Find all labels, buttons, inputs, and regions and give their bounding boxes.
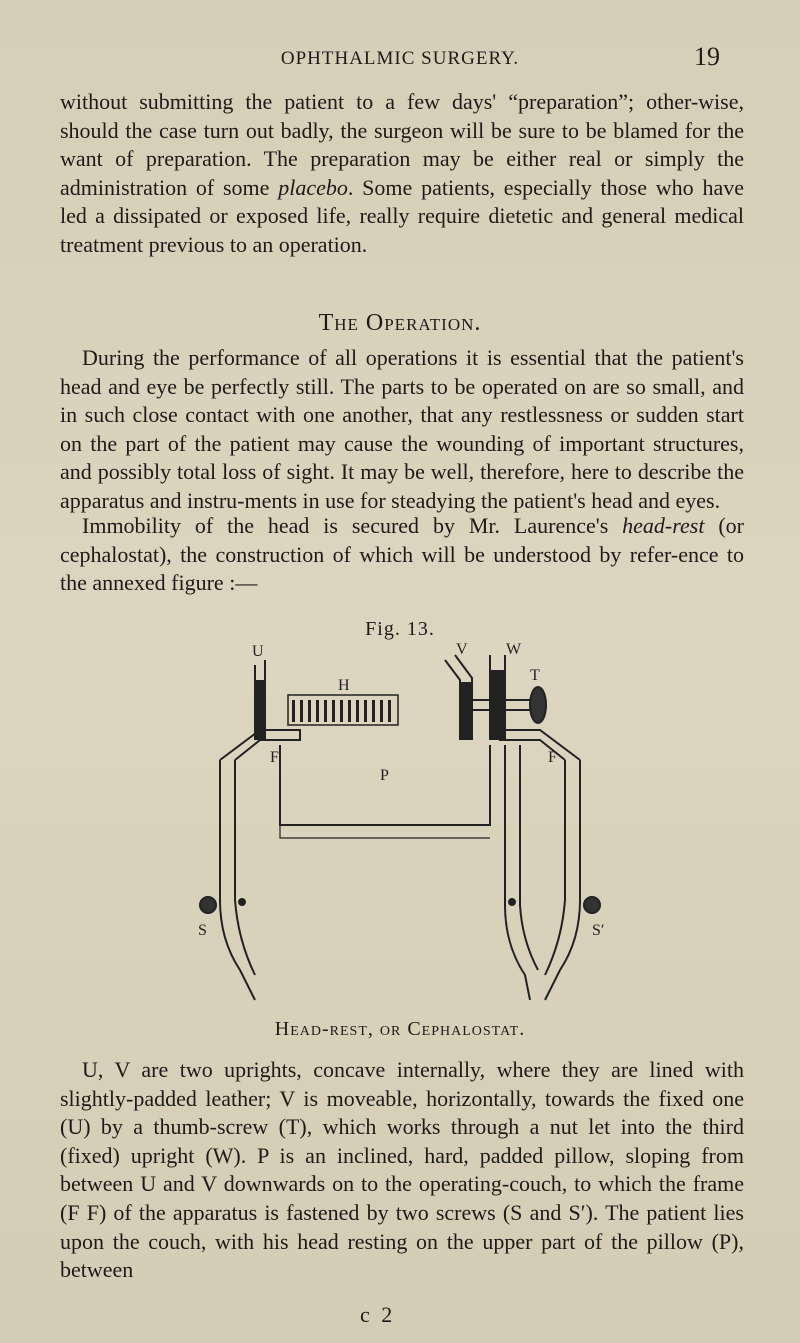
- frame-right-arm: [500, 730, 580, 760]
- label-t: T: [530, 667, 540, 684]
- frame-right-leg-inner: [545, 760, 565, 975]
- paragraph-text: without submitting the patient to a few days' “preparation”; other-wise, should the case turn out badly, the surgeon will be sure to be blamed for the want of preparation. The preparation may be either real or simply the administration of some: [60, 89, 744, 200]
- thumb-screw-t: [530, 687, 546, 723]
- upright-v-stem-inner: [520, 745, 538, 970]
- figure-caption: Head-rest, or Cephalostat.: [274, 1018, 526, 1040]
- cephalostat-illustration: [160, 640, 640, 1020]
- label-s-prime: S′: [592, 922, 605, 939]
- label-w: W: [506, 641, 522, 658]
- paragraph-immobility: [60, 512, 744, 598]
- paragraph-text: During the performance of all operations it is essential that the patient's head and eye be perfectly still. The parts to be operated on are so small, and in such close contact with one another, that any restlessness or sudden start on the part of the patient may cause the wounding of important structures, and possibly total loss of sight. It may be well, therefore, here to describe the apparatus and instru-ments in use for steadying the patient's head and eyes.: [60, 345, 744, 513]
- leather-pad-stripes: [292, 700, 391, 722]
- page-header: [0, 42, 800, 88]
- label-u: U: [252, 643, 264, 660]
- label-v: V: [456, 641, 468, 658]
- figure-label: Fig. 13.: [365, 618, 435, 640]
- paragraph-text: Immobility of the head is secured by Mr. Laurence's: [82, 513, 623, 538]
- upright-u-padding: [256, 680, 264, 740]
- rivet-right: [509, 899, 515, 905]
- rivet-left: [239, 899, 245, 905]
- signature-mark: c 2: [360, 1302, 396, 1327]
- paragraph-description: [60, 1056, 744, 1285]
- label-p: P: [380, 767, 389, 784]
- section-title: The Operation.: [318, 310, 482, 336]
- screw-s: [200, 897, 216, 913]
- paragraph-text: U, V are two uprights, concave internally, where they are lined with slightly-padded leather; V is moveable, horizontally, towards the fixed one (U) by a thumb-screw (T), which works through a nut let into the third (fixed) upright (W). P is an inclined, hard, padded pillow, sloping from between U and V downwards on to the operating-couch, to which the frame (F F) of the apparatus is fastened by two screws (S and S′). The patient lies upon the couch, with his head resting on the upper part of the pillow (P), between: [60, 1057, 744, 1283]
- upright-v-padding: [460, 682, 471, 740]
- upright-w-body: [491, 670, 504, 740]
- pillow-p-base: [280, 825, 490, 838]
- italic-term-placebo: placebo: [278, 174, 348, 200]
- screw-s-prime: [584, 897, 600, 913]
- cephalostat-drawing: [160, 640, 640, 1020]
- label-h: H: [338, 677, 350, 694]
- paragraph-text: (or cephalostat), the construction of which will be understood by refer-ence to the annexed figure :—: [60, 513, 744, 596]
- frame-left-leg-inner: [235, 760, 255, 975]
- page-number: 19: [694, 42, 720, 71]
- paragraph-preparation: [60, 88, 744, 260]
- upright-v-stem: [505, 745, 530, 1000]
- label-f-right: F: [548, 749, 557, 766]
- label-s: S: [198, 922, 207, 939]
- running-head: OPHTHALMIC SURGERY.: [280, 48, 520, 69]
- paragraph-operation: [60, 344, 744, 516]
- italic-term-head-rest: head-rest: [622, 513, 705, 538]
- pillow-p: [280, 745, 490, 825]
- label-f-left: F: [270, 749, 279, 766]
- paragraph-text: . Some patients, especially those who have led a dissipated or exposed life, really require dietetic and general medical treatment previous to an operation.: [60, 174, 744, 257]
